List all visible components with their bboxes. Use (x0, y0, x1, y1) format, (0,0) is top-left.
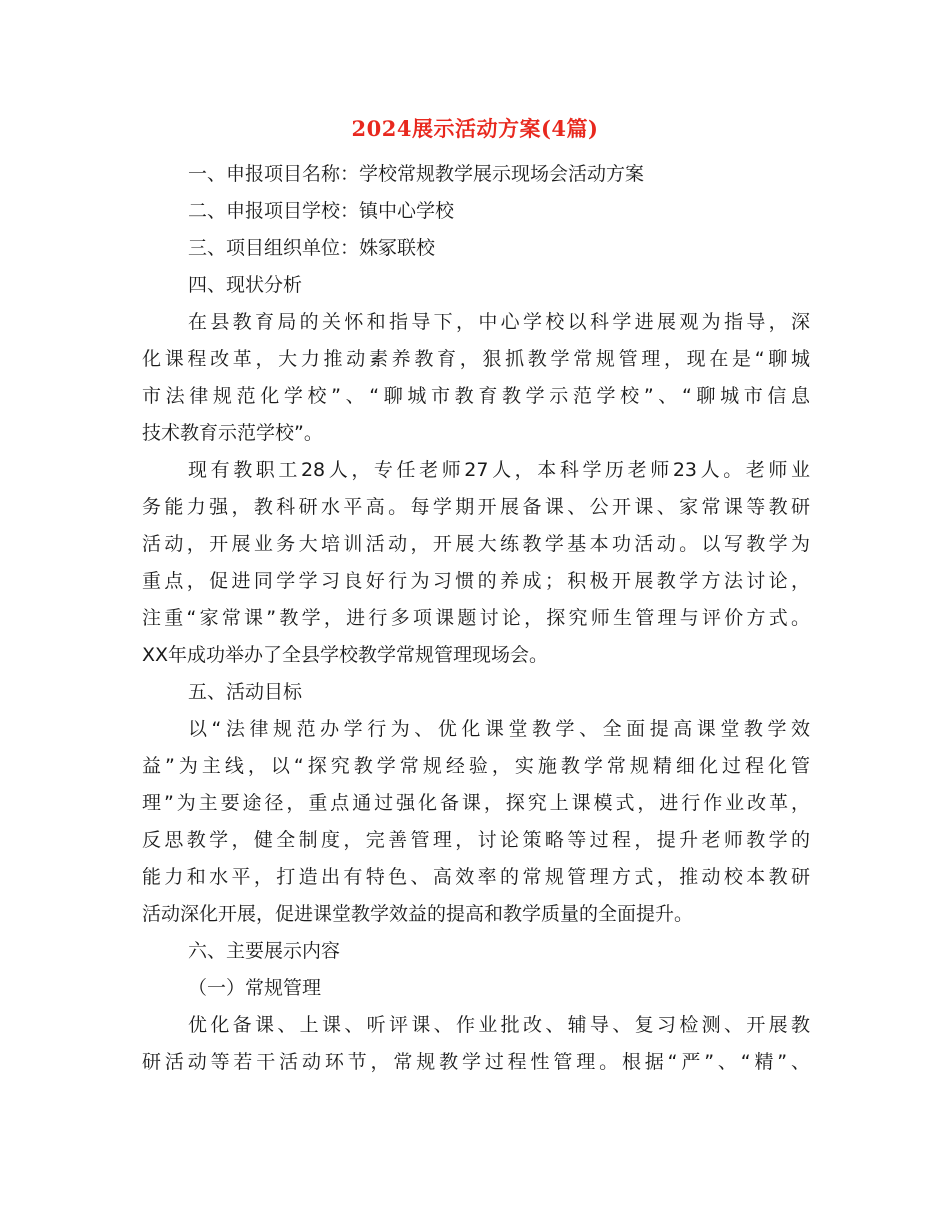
body-line: 在县教育局的关怀和指导下，中心学校以科学进展观为指导，深 (188, 311, 810, 333)
body-line: 益”为主线，以“探究教学常规经验，实施教学常规精细化过程化管 (142, 755, 810, 777)
body-line: 注重“家常课”教学，进行多项课题讨论，探究师生管理与评价方式。 (142, 607, 810, 629)
body-line: 理”为主要途径，重点通过强化备课，探究上课模式，进行作业改革， (142, 792, 810, 814)
body-line: 优化备课、上课、听评课、作业批改、辅导、复习检测、开展教 (188, 1014, 810, 1036)
body-line: 化课程改革，大力推动素养教育，狠抓教学常规管理，现在是“聊城 (142, 348, 810, 370)
body-line: 三、项目组织单位：姝冢联校 (188, 237, 436, 259)
body-line: 反思教学，健全制度，完善管理，讨论策略等过程，提升老师教学的 (142, 829, 810, 851)
document-body (142, 156, 810, 1081)
body-line: 以“法律规范办学行为、优化课堂教学、全面提高课堂教学效 (188, 718, 810, 740)
body-line: 活动深化开展，促进课堂教学效益的提高和教学质量的全面提升。 (142, 903, 694, 925)
body-line: 能力和水平，打造出有特色、高效率的常规管理方式，推动校本教研 (142, 866, 810, 888)
body-line: 六、主要展示内容 (188, 940, 341, 962)
body-line: 现有教职工28人，专任老师27人，本科学历老师23人。老师业 (188, 459, 810, 481)
body-line: XX年成功举办了全县学校教学常规管理现场会。 (142, 644, 549, 666)
body-line: （一）常规管理 (188, 977, 322, 999)
body-line: 二、申报项目学校：镇中心学校 (188, 200, 455, 222)
body-line: 市法律规范化学校”、“聊城市教育教学示范学校”、“聊城市信息 (142, 385, 810, 407)
body-line: 活动，开展业务大培训活动，开展大练教学基本功活动。以写教学为 (142, 533, 810, 555)
body-line: 研活动等若干活动环节，常规教学过程性管理。根据“严”、“精”、 (142, 1051, 810, 1073)
body-line: 四、现状分析 (188, 274, 303, 296)
body-line: 技术教育示范学校”。 (142, 422, 323, 444)
body-line: 重点，促进同学学习良好行为习惯的养成；积极开展教学方法讨论， (142, 570, 810, 592)
body-line: 一、申报项目名称：学校常规教学展示现场会活动方案 (188, 163, 645, 185)
document-title: 2024展示活动方案(4篇) (351, 116, 599, 141)
body-line: 务能力强，教科研水平高。每学期开展备课、公开课、家常课等教研 (142, 496, 810, 518)
body-line: 五、活动目标 (188, 681, 303, 703)
